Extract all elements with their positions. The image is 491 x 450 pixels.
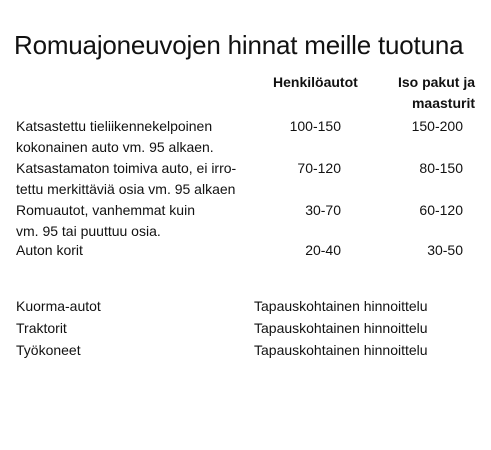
price-row-label-line: Katsastettu tieliikennekelpoinen <box>16 118 213 134</box>
other-vehicle-price: Tapauskohtainen hinnoittelu <box>254 298 428 314</box>
price-henkiloautot: 20-40 <box>305 242 341 258</box>
column-header-henkiloautot: Henkilöautot <box>273 74 358 90</box>
other-vehicle-label: Traktorit <box>16 320 67 336</box>
price-henkiloautot: 30-70 <box>305 202 341 218</box>
price-henkiloautot: 100-150 <box>289 118 341 134</box>
page-title: Romuajoneuvojen hinnat meille tuotuna <box>14 30 464 60</box>
price-iso-pakut: 150-200 <box>411 118 463 134</box>
price-row-label-line: tettu merkittäviä osia vm. 95 alkaen <box>16 181 236 197</box>
price-iso-pakut: 60-120 <box>419 202 463 218</box>
price-row-label-line: vm. 95 tai puuttuu osia. <box>16 223 161 239</box>
price-iso-pakut: 30-50 <box>427 242 463 258</box>
column-header-iso-pakut <box>398 72 475 114</box>
price-row-label <box>16 240 83 261</box>
price-row-label-line: kokonainen auto vm. 95 alkaen. <box>16 139 214 155</box>
price-row-label-line: Auton korit <box>16 242 83 258</box>
column-header-iso-pakut-line-1: Iso pakut ja <box>397 74 475 90</box>
other-vehicle-label: Kuorma-autot <box>16 298 101 314</box>
price-row-label-line: Katsastamaton toimiva auto, ei irro- <box>16 160 237 176</box>
price-iso-pakut: 80-150 <box>419 160 463 176</box>
other-vehicle-label: Työkoneet <box>16 342 81 358</box>
price-row-label <box>16 116 214 158</box>
price-row-label <box>16 200 195 242</box>
other-vehicle-price: Tapauskohtainen hinnoittelu <box>254 342 428 358</box>
price-row-label-line: Romuautot, vanhemmat kuin <box>16 202 195 218</box>
price-row-label <box>16 158 236 200</box>
other-vehicle-price: Tapauskohtainen hinnoittelu <box>254 320 428 336</box>
column-header-iso-pakut-line-2: maasturit <box>411 95 475 111</box>
price-henkiloautot: 70-120 <box>297 160 341 176</box>
